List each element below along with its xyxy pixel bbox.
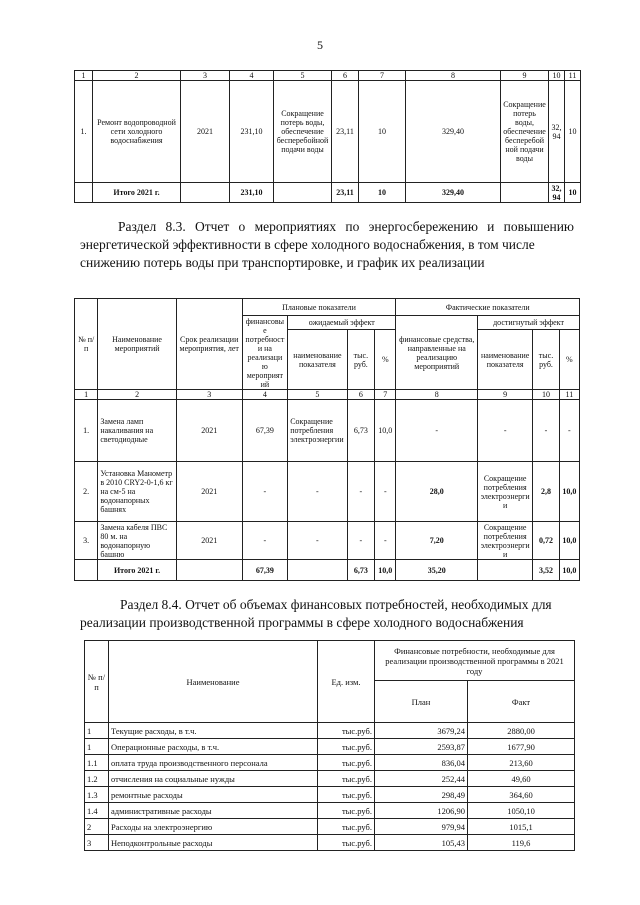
total-plan-value: 6,73 — [347, 560, 375, 581]
col-number: 11 — [565, 71, 581, 81]
total-label: Итого 2021 г. — [93, 183, 181, 203]
plan-value: 298,49 — [375, 787, 468, 803]
header-fact: Факт — [468, 681, 575, 723]
total-plan-percent: 10 — [359, 183, 406, 203]
fact-value: 2880,00 — [468, 723, 575, 739]
plan-effect: Сокращение потерь воды, обеспечение бесперебойной подачи воды — [274, 81, 332, 183]
total-plan-finance: 231,10 — [230, 183, 274, 203]
unit: тыс.руб. — [318, 755, 375, 771]
table-row — [85, 771, 575, 787]
fact-effect: Сокращение потребления электроэнергии — [478, 522, 533, 560]
fact-value: 32,94 — [549, 81, 565, 183]
unit: тыс.руб. — [318, 723, 375, 739]
heading-8-4-last-line: реализации производственной программы в сфере холодного водоснабжения — [80, 615, 524, 630]
col-number: 4 — [242, 390, 288, 400]
table-row — [75, 522, 580, 560]
measure-name: Установка Манометр в 2010 CRY2-0-1,6 кг на см-5 на водонапорных башнях — [98, 462, 176, 522]
fact-effect: Сокращение потребления электроэнергии — [478, 462, 533, 522]
fact-value: 2,8 — [533, 462, 560, 522]
total-row — [75, 183, 581, 203]
fact-value: 119,6 — [468, 835, 575, 851]
header-num: № п/п — [75, 299, 98, 390]
total-row — [75, 560, 580, 581]
header-fact-finance: финансовые средства, направленные на реализацию мероприятий — [396, 316, 478, 390]
fact-percent: 10,0 — [559, 522, 579, 560]
plan-value: 105,43 — [375, 835, 468, 851]
plan-percent: - — [375, 462, 396, 522]
col-number: 5 — [288, 390, 347, 400]
plan-effect: - — [288, 462, 347, 522]
header-name: Наименование — [109, 641, 318, 723]
header-name: Наименование мероприятий — [98, 299, 176, 390]
col-number: 1 — [75, 71, 93, 81]
header-num: № п/п — [85, 641, 109, 723]
plan-value: 836,04 — [375, 755, 468, 771]
row-number: 1.1 — [85, 755, 109, 771]
expense-name: Расходы на электроэнергию — [109, 819, 318, 835]
plan-finance: 231,10 — [230, 81, 274, 183]
total-plan-percent: 10,0 — [375, 560, 396, 581]
header-term: Срок реализации мероприятия, лет — [176, 299, 242, 390]
col-number: 1 — [75, 390, 98, 400]
financial-needs-table — [84, 640, 575, 851]
year: 2021 — [181, 81, 230, 183]
header-percent: % — [559, 330, 579, 390]
expense-name: Текущие расходы, в т.ч. — [109, 723, 318, 739]
row-number: 3. — [75, 522, 98, 560]
measure-name: Ремонт водопроводной сети холодного водоснабжения — [93, 81, 181, 183]
plan-value: 1206,90 — [375, 803, 468, 819]
col-number: 6 — [332, 71, 359, 81]
plan-percent: 10,0 — [375, 400, 396, 462]
row-number: 2 — [85, 819, 109, 835]
fact-value: 213,60 — [468, 755, 575, 771]
expense-name: Операционные расходы, в т.ч. — [109, 739, 318, 755]
row-number: 1.2 — [85, 771, 109, 787]
col-number: 9 — [501, 71, 549, 81]
fact-value: 364,60 — [468, 787, 575, 803]
fact-percent: - — [559, 400, 579, 462]
unit: тыс.руб. — [318, 739, 375, 755]
col-number: 10 — [533, 390, 560, 400]
fact-finance: 7,20 — [396, 522, 478, 560]
plan-percent: 10 — [359, 81, 406, 183]
table-row — [85, 723, 575, 739]
plan-finance: - — [242, 462, 288, 522]
header-thous-rub: тыс. руб. — [533, 330, 560, 390]
row-number: 1.3 — [85, 787, 109, 803]
col-number: 3 — [181, 71, 230, 81]
col-number: 11 — [559, 390, 579, 400]
measure-name: Замена ламп накаливания на светодиодные — [98, 400, 176, 462]
plan-value: - — [347, 462, 375, 522]
measure-name: Замена кабеля ПВС 80 м. на водонапорную башню — [98, 522, 176, 560]
page-number: 5 — [317, 38, 323, 52]
row-number: 1.4 — [85, 803, 109, 819]
total-fact-value: 32,94 — [549, 183, 565, 203]
fact-finance: - — [396, 400, 478, 462]
header-achieved-effect: достигнутый эффект — [478, 316, 580, 330]
header-plan: План — [375, 681, 468, 723]
fact-finance: 329,40 — [406, 81, 501, 183]
row-number: 3 — [85, 835, 109, 851]
header-indicator-name: наименование показателя — [288, 330, 347, 390]
plan-percent: - — [375, 522, 396, 560]
table-row — [85, 803, 575, 819]
unit: тыс.руб. — [318, 771, 375, 787]
total-fact-percent: 10 — [565, 183, 581, 203]
header-thous-rub: тыс. руб. — [347, 330, 375, 390]
plan-value: - — [347, 522, 375, 560]
unit: тыс.руб. — [318, 835, 375, 851]
year: 2021 — [176, 462, 242, 522]
expense-name: административные расходы — [109, 803, 318, 819]
fact-value: 1015,1 — [468, 819, 575, 835]
col-number: 9 — [478, 390, 533, 400]
column-number-row — [75, 71, 581, 81]
plan-value: 6,73 — [347, 400, 375, 462]
plan-value: 23,11 — [332, 81, 359, 183]
col-number: 4 — [230, 71, 274, 81]
total-fact-finance: 35,20 — [396, 560, 478, 581]
col-number: 7 — [359, 71, 406, 81]
plan-finance: 67,39 — [242, 400, 288, 462]
total-fact-value: 3,52 — [533, 560, 560, 581]
fact-effect: - — [478, 400, 533, 462]
expense-name: оплата труда производственного персонала — [109, 755, 318, 771]
total-plan-value: 23,11 — [332, 183, 359, 203]
header-financial-needs: Финансовые потребности, необходимые для реализации производственной программы в 2021 году — [375, 641, 575, 681]
total-fact-finance: 329,40 — [406, 183, 501, 203]
col-number: 3 — [176, 390, 242, 400]
header-fact-group: Фактические показатели — [396, 299, 580, 316]
fact-percent: 10,0 — [559, 462, 579, 522]
measures-table-continued — [74, 70, 581, 203]
plan-effect: Сокращение потребления электроэнергии — [288, 400, 347, 462]
row-number: 1 — [85, 723, 109, 739]
section-heading-8-4 — [80, 596, 574, 632]
fact-effect: Сокращение потерь воды, обеспечение бесперебойной подачи воды — [501, 81, 549, 183]
column-number-row — [75, 390, 580, 400]
expense-name: Неподконтрольные расходы — [109, 835, 318, 851]
row-number: 1. — [75, 400, 98, 462]
total-label: Итого 2021 г. — [98, 560, 176, 581]
table-row — [75, 81, 581, 183]
fact-value: 1677,90 — [468, 739, 575, 755]
col-number: 2 — [98, 390, 176, 400]
total-plan-finance: 67,39 — [242, 560, 288, 581]
plan-effect: - — [288, 522, 347, 560]
table-row — [75, 462, 580, 522]
heading-8-3-body: Раздел 8.3. Отчет о мероприятиях по энергосбережению и повышению энергетической эффективности в сфере холодного водоснабжения, в том числе — [80, 219, 574, 252]
section-heading-8-3 — [80, 218, 574, 272]
unit: тыс.руб. — [318, 803, 375, 819]
header-expected-effect: ожидаемый эффект — [288, 316, 396, 330]
table-row — [75, 400, 580, 462]
fact-finance: 28,0 — [396, 462, 478, 522]
header-plan-finance: финансовые потребности на реализацию мероприятий — [242, 316, 288, 390]
expense-name: отчисления на социальные нужды — [109, 771, 318, 787]
fact-value: 1050,10 — [468, 803, 575, 819]
plan-finance: - — [242, 522, 288, 560]
table-row — [85, 755, 575, 771]
total-fact-percent: 10,0 — [559, 560, 579, 581]
heading-8-4-body: Раздел 8.4. Отчет об объемах финансовых потребностей, необходимых для — [120, 597, 552, 612]
header-percent: % — [375, 330, 396, 390]
expense-name: ремонтные расходы — [109, 787, 318, 803]
heading-8-3-last-line: снижению потерь воды при транспортировке, и график их реализации — [80, 255, 485, 270]
plan-value: 3679,24 — [375, 723, 468, 739]
fact-value: 0,72 — [533, 522, 560, 560]
plan-value: 2593,87 — [375, 739, 468, 755]
plan-value: 979,94 — [375, 819, 468, 835]
plan-value: 252,44 — [375, 771, 468, 787]
header-plan-group: Плановые показатели — [242, 299, 396, 316]
fact-value: 49,60 — [468, 771, 575, 787]
fact-value: - — [533, 400, 560, 462]
year: 2021 — [176, 400, 242, 462]
year: 2021 — [176, 522, 242, 560]
row-number: 1 — [85, 739, 109, 755]
row-number: 2. — [75, 462, 98, 522]
row-number: 1. — [75, 81, 93, 183]
col-number: 8 — [396, 390, 478, 400]
table-row — [85, 835, 575, 851]
header-unit: Ед. изм. — [318, 641, 375, 723]
col-number: 7 — [375, 390, 396, 400]
col-number: 10 — [549, 71, 565, 81]
header-indicator-name: наименование показателя — [478, 330, 533, 390]
fact-percent: 10 — [565, 81, 581, 183]
unit: тыс.руб. — [318, 819, 375, 835]
unit: тыс.руб. — [318, 787, 375, 803]
col-number: 8 — [406, 71, 501, 81]
col-number: 6 — [347, 390, 375, 400]
energy-saving-table — [74, 298, 580, 581]
table-row — [85, 819, 575, 835]
col-number: 5 — [274, 71, 332, 81]
table-row — [85, 787, 575, 803]
col-number: 2 — [93, 71, 181, 81]
table-row — [85, 739, 575, 755]
